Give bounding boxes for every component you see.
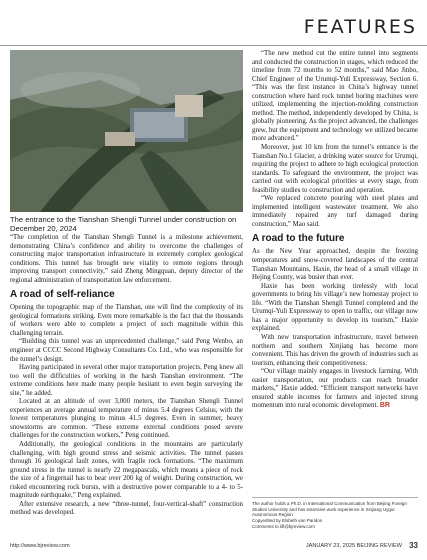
tunnel-photo xyxy=(10,50,243,212)
page-footer xyxy=(10,541,418,553)
subheading: A road of self-reliance xyxy=(10,289,115,301)
paragraph: With new transportation infrastructure, travel between northern and southern Xinjiang has become more convenient. This has driven the growth of industries such as tourism, enhancing their competitiveness. xyxy=(252,333,418,367)
left-column xyxy=(10,234,243,518)
right-column xyxy=(252,50,418,411)
page-header xyxy=(0,0,427,46)
bio-line: Copyedited by Elsbeth van Paridon xyxy=(252,518,323,524)
author-bio xyxy=(252,497,418,530)
footer-issue: JANUARY 23, 2025 BEIJING REVIEW xyxy=(305,543,402,549)
page-number: 33 xyxy=(409,541,418,550)
paragraph: Moreover, just 10 km from the tunnel’s entrance is the Tianshan No.1 Glacier, a drinking water source for Urumqi, requiring the project to adhere to high ecological protection standards. To safeguard the environment, the project was carried out with ecological priorities at every stage, from feasibility studies to construction and operation. xyxy=(252,144,418,194)
paragraph: “We replaced concrete pouring with steel plates and implemented intelligent wastewater treatment. We also immediately repaired any turf damaged during construction,” Mao said. xyxy=(252,195,418,228)
paragraph: “Building this tunnel was an unprecedented challenge,” said Peng Wenbo, an engineer at CCCC Second Highway Consultants Co. Ltd., who was responsible for the tunnel’s design. xyxy=(10,338,243,363)
paragraph: Located at an altitude of over 3,000 meters, the Tianshan Shengli Tunnel experiences an average annual temperature of minus 5.4 degrees Celsius, with the lowest temperatures plunging to minus 41.5 degrees. Even in summer, heavy snowstorms are common. “These extreme external conditions posed severe challenges for the construction workers,” Peng continued. xyxy=(10,398,243,440)
section-title: FEATURES xyxy=(303,16,417,38)
paragraph-final xyxy=(252,368,418,411)
paragraph: Having participated in several other major transportation projects, Peng knew all too well the difficulties of working in the harsh Tianshan environment. “The extreme conditions here made many people hesitant to even begin surveying the site,” he added. xyxy=(10,364,243,397)
footer-url[interactable]: http://www.bjreview.com xyxy=(10,543,70,549)
paragraph: “The completion of the Tianshan Shengli Tunnel is a milestone achievement, demonstrating China’s confidence and ability to overcome the challenges of constructing major transportation infrastructure in extremely complex geological conditions. This tunnel has brought new vitality to remote regions through improving transport connectivity,” said Zheng Mingquan, deputy director of the regional administration of transportation law enforcement. xyxy=(10,234,243,284)
paragraph: Additionally, the geological conditions in the mountains are particularly challenging, with high ground stress and seismic activities. The tunnel passes through 16 geological fault zones, with fragile rock formations. “The maximum ground stress in the tunnel is nearly 22 megapascals, which means a piece of rock the size of a fingernail has to bear over 200 kg of weight. During construction, we risked encountering rock bursts, with a destructive power comparable to a 4- to 5-magnitude earthquake,” Peng explained. xyxy=(10,441,243,500)
photo-caption: The entrance to the Tianshan Shengli Tunnel under construction on December 20, 2024 xyxy=(10,215,237,234)
bio-line: The author holds a Ph.D. in International Communication from Beijing Foreign Studies University and has extensive work experience in Xinjiang Uygur Autonomous Region xyxy=(252,501,407,518)
paragraph-text: “Our village mainly engages in livestock farming. With easier transportation, our products can reach broader markets,” Haxie added. “Efficient transport networks have ensured stable incomes for farmers and injected strong momentum into rural economic development. xyxy=(252,368,418,410)
paragraph: After extensive research, a new “three-tunnel, four-vertical-shaft” construction method was developed. xyxy=(10,500,243,517)
paragraph: Opening the topographic map of the Tianshan, one will find the complexity of its geological formations striking. Even more remarkable is the fact that the thousands of workers were able to complete a project of such magnitude within this challenging terrain. xyxy=(10,304,243,337)
end-mark: BR xyxy=(379,402,390,410)
header-divider xyxy=(0,45,427,46)
paragraph: As the New Year approached, despite the freezing temperatures and snow-covered landscapes of the central Tianshan Mountains, Haxie, the head of a small village in Hejing County, was busier than ever. xyxy=(252,248,418,282)
paragraph: “The new method cut the entire tunnel into segments and conducted the construction in stages, which reduced the timeline from 72 months to 52 months,” said Mao Jinbo, Chief Engineer of the Urumqi-Yuli Expressway, Section 6. “This was the first instance in China’s highway tunnel construction where hard rock tunnel boring machines were utilized, implementing the injection-molding construction method. The method, independently developed by China, is globally pioneering. As the project advanced, the challenges grew, but the equipment and technology we utilized became more advanced.” xyxy=(252,50,418,143)
subheading: A road to the future xyxy=(252,233,345,245)
paragraph: Haxie has been working tirelessly with local governments to bring his village’s new homestay project to life. “With the Tianshan Shengli Tunnel completed and the Urumqi-Yuli Expressway to open to traffic, our village now has a major opportunity to develop its tourism,” Haxie explained. xyxy=(252,282,418,333)
bio-line: Comments to lifl@bjreview.com xyxy=(252,523,315,529)
